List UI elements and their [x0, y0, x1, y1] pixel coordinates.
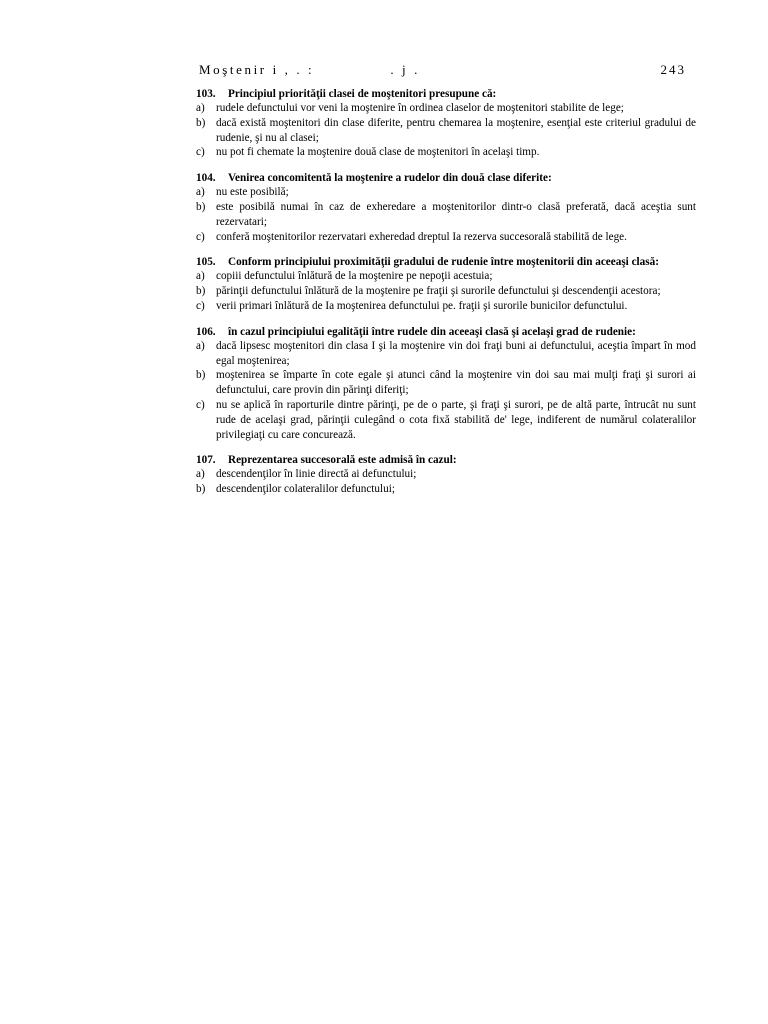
option-letter: a): [196, 186, 205, 199]
answer-option: [196, 299, 696, 314]
option-letter: b): [196, 483, 206, 496]
answer-option: [196, 284, 696, 299]
option-text: conferă moştenitorilor rezervatari exheredad dreptul Ia rezerva succesorală stabilită de lege.: [216, 230, 627, 243]
question-heading: [196, 87, 696, 101]
option-letter: a): [196, 270, 205, 283]
question-number: 103.: [196, 88, 216, 100]
option-text: nu se aplică în raporturile dintre părinţi, pe de o parte, şi fraţi şi surori, pe de altă parte, întrucât nu sunt rude de acelaşi grad, părinţii culegând o cota fixă stabilită de' lege, indiferent de numărul colateralilor privilegiaţi cu care concurează.: [216, 398, 696, 441]
option-letter: c): [196, 299, 205, 312]
option-letter: b): [196, 285, 206, 298]
option-letter: c): [196, 146, 205, 159]
question-block: [196, 255, 696, 313]
question-number: 105.: [196, 256, 216, 269]
answer-option: [196, 368, 696, 398]
answer-option: [196, 101, 696, 116]
question-number: 106.: [196, 325, 216, 338]
option-letter: b): [196, 116, 206, 129]
option-text: rudele defunctului vor veni la moştenire în ordinea claselor de moştenitori stabilite de lege;: [216, 102, 624, 114]
answer-option: [196, 185, 696, 200]
option-text: nu este posibilă;: [216, 186, 289, 199]
answer-option: [196, 467, 696, 482]
question-text: Principiul priorităţii clasei de moştenitori presupune că:: [228, 88, 497, 100]
question-block: [196, 325, 696, 443]
question-number: 107.: [196, 454, 216, 467]
question-list: [196, 87, 696, 508]
question-heading: [196, 171, 696, 185]
answer-option: [196, 482, 696, 497]
answer-option: [196, 269, 696, 284]
running-head-title: Moştenir i , . : . j .: [199, 62, 420, 77]
option-letter: a): [196, 102, 205, 114]
question-text: în cazul principiului egalităţii între rudele din aceeaşi clasă şi acelaşi grad de rudenie:: [228, 325, 636, 338]
option-text: părinţii defunctului înlătură de la moştenire pe fraţii şi surorile defunctului şi descendenţii acestora;: [216, 285, 661, 298]
option-letter: c): [196, 230, 205, 243]
option-text: descendenţilor colateralilor defunctului;: [216, 483, 395, 496]
option-text: nu pot fi chemate la moştenire două clase de moştenitori în acelaşi timp.: [216, 146, 540, 159]
question-text: Conform principiului proximităţii gradului de rudenie între moştenitorii din aceeaşi clasă:: [228, 256, 659, 269]
question-text: Reprezentarea succesorală este admisă în cazul:: [228, 454, 457, 467]
option-text: dacă există moştenitori din clase diferite, pentru chemarea la moştenire, esenţial este criteriul gradului de rudenie, şi nu al clasei;: [216, 116, 696, 144]
answer-option: [196, 398, 696, 442]
answer-option: [196, 339, 696, 369]
option-letter: b): [196, 369, 206, 382]
option-letter: b): [196, 200, 206, 213]
answer-option: [196, 200, 696, 230]
option-letter: a): [196, 468, 205, 481]
question-heading: [196, 325, 696, 339]
option-text: descendenţilor în linie directă ai defunctului;: [216, 468, 417, 481]
option-letter: c): [196, 398, 205, 411]
question-heading: [196, 255, 696, 269]
option-text: verii primari înlătură de Ia moştenirea defunctului pe. fraţii şi surorile bunicilor defunctului.: [216, 299, 628, 312]
answer-option: [196, 116, 696, 146]
question-text: Venirea concomitentă la moştenire a rudelor din două clase diferite:: [228, 172, 552, 185]
answer-option: [196, 145, 696, 160]
question-heading: [196, 453, 696, 467]
option-text: moştenirea se împarte în cote egale şi atunci când la moştenire vin doi sau mai mulţi fraţi şi surori ai defunctului, care provin din părinţi diferiţi;: [216, 369, 696, 397]
option-letter: a): [196, 339, 205, 352]
answer-option: [196, 230, 696, 245]
option-text: dacă lipsesc moştenitori din clasa I şi la moştenire vin doi fraţi buni ai defunctului, aceştia împart în mod egal moştenirea;: [216, 339, 696, 367]
question-block: [196, 87, 696, 160]
question-number: 104.: [196, 172, 216, 185]
page-number: 243: [660, 62, 686, 77]
question-block: [196, 171, 696, 244]
option-text: copiii defunctului înlătură de la moştenire pe nepoţii acestuia;: [216, 270, 493, 283]
question-block: [196, 453, 696, 497]
option-text: este posibilă numai în caz de exheredare a moştenitorilor dintr-o clasă preferată, dacă aceştia sunt rezervatari;: [216, 200, 696, 228]
